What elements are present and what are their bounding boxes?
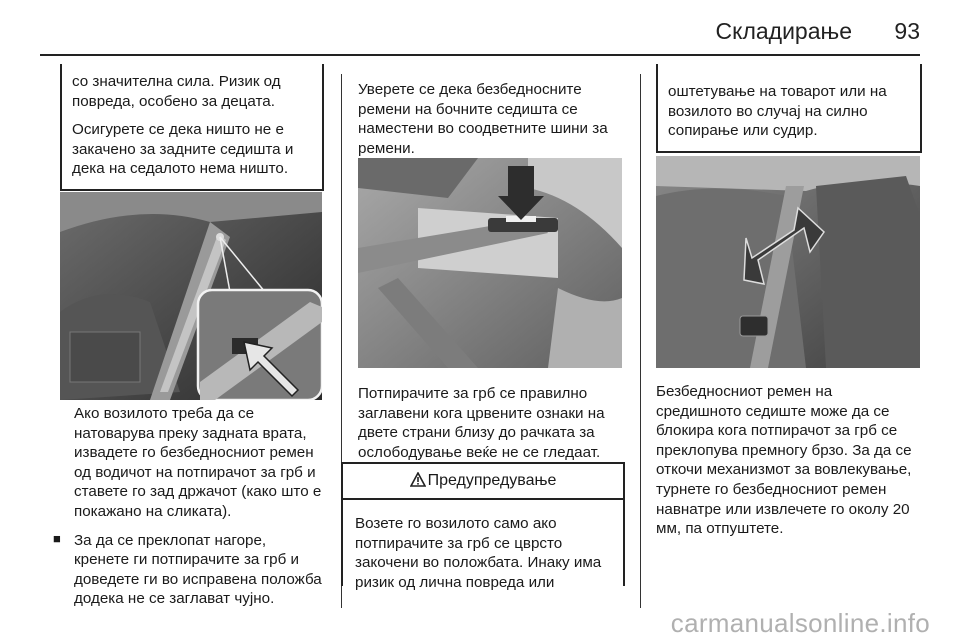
seatbelt-guide-illustration xyxy=(60,192,322,400)
warning-text: оштетување на товарот или на возилото во случај на силно сопирање или судир. xyxy=(668,83,887,140)
instruction-text: Безбедносниот ремен на средишното седиште може да се блокира кога потпирачот за грб се преклопува премногу брзо. За да се откочи механизмот за вовлекување, турнете го безбедносниот ремен навнатре или извлечете го околу 20 мм, па отпуштете. xyxy=(656,383,912,538)
page-number: 93 xyxy=(894,18,920,44)
warning-box xyxy=(341,462,625,591)
instruction-text: Ако возилото треба да се натоварува преку задната врата, извадете го безбедносниот ремен од водичот на потпирачот за грб и ставете го зад држачот (како што е покажано на сликата). xyxy=(74,405,322,520)
seatbelt-rail-illustration xyxy=(358,158,622,368)
section-title: Складирање xyxy=(715,18,852,44)
warning-text: со значителна сила. Ризик од повреда, особено за децата. xyxy=(72,73,281,110)
warning-text: Осигурете се дека ништо не е закачено за задните седишта и дека на седалото нема ништо. xyxy=(72,121,294,178)
warning-text: Возете го возилото само ако потпирачите за грб се цврсто закочени во положбата. Инаку има ризик од лична повреда или xyxy=(355,515,602,591)
warning-triangle-icon xyxy=(410,472,426,487)
photo-seatbelt-guide xyxy=(60,192,322,400)
column-3 xyxy=(656,64,918,153)
instruction-text: Потпирачите за грб се правилно заглавени кога црвените ознаки на двете страни близу до рачката за ослободување веќе не се гледаат. xyxy=(358,385,605,461)
warning-continuation-box xyxy=(60,64,324,191)
warning-title: Предупредување xyxy=(427,472,557,489)
warning-body xyxy=(343,500,623,598)
column-3-body xyxy=(656,382,918,539)
center-seatbelt-illustration xyxy=(656,156,920,368)
bullet-item xyxy=(53,530,322,609)
column-1 xyxy=(60,64,322,191)
column-2 xyxy=(358,80,620,158)
watermark: carmanualsonline.info xyxy=(670,608,930,638)
column-separator-2 xyxy=(640,74,641,608)
photo-seatbelt-rail xyxy=(358,158,622,368)
bullet-marker: ■ xyxy=(53,530,61,546)
page-header xyxy=(0,0,960,50)
column-2-body xyxy=(358,384,620,462)
warning-header xyxy=(343,464,623,500)
photo-center-seatbelt xyxy=(656,156,920,368)
instruction-text: Уверете се дека безбедносните ремени на бочните седишта се наместени во соодветните шини за ремени. xyxy=(358,81,608,157)
header-rule xyxy=(40,54,920,56)
bullet-text: За да се преклопат нагоре, кренете ги потпирачите за грб и доведете ги во исправена положба додека не се заглават чујно. xyxy=(74,531,322,608)
warning-continuation-box xyxy=(656,64,922,153)
column-1-body xyxy=(53,404,322,609)
